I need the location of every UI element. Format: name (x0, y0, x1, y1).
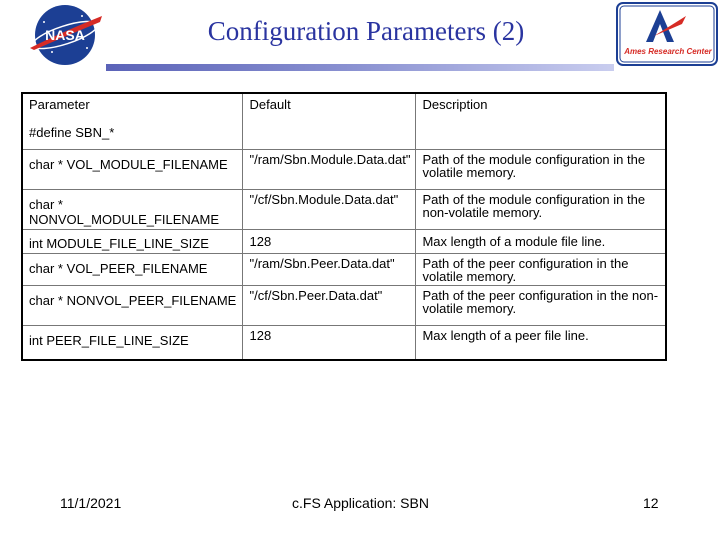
param-cell: int MODULE_FILE_LINE_SIZE (22, 230, 243, 254)
table-row (22, 230, 666, 254)
description-cell: Path of the peer configuration in the volatile memory. (416, 254, 666, 286)
default-cell: "/cf/Sbn.Module.Data.dat" (243, 190, 416, 230)
description-cell: Path of the peer configuration in the non-volatile memory. (416, 286, 666, 326)
page-number: 12 (643, 495, 659, 511)
define-note: #define SBN_* (22, 122, 243, 150)
header-description: Description (416, 93, 666, 150)
table-row (22, 150, 666, 190)
param-cell (22, 150, 243, 190)
param-name: char * VOL_MODULE_FILENAME (29, 157, 228, 172)
title-underline (106, 64, 614, 71)
description-cell: Path of the module configuration in the volatile memory. (416, 150, 666, 190)
param-cell (22, 286, 243, 326)
header-parameter (22, 93, 243, 122)
table-row (22, 190, 666, 230)
param-name: char * NONVOL_MODULE_FILENAME (29, 197, 219, 227)
default-cell: "/cf/Sbn.Peer.Data.dat" (243, 286, 416, 326)
page-title: Configuration Parameters (2) (207, 16, 525, 46)
description-cell: Path of the module configuration in the non-volatile memory. (416, 190, 666, 230)
param-name: char * NONVOL_PEER_FILENAME (29, 293, 237, 308)
description-cell: Max length of a peer file line. (416, 326, 666, 360)
ames-logo-text: Ames Research Center (624, 47, 712, 56)
table-row (22, 326, 666, 360)
default-cell: 128 (243, 326, 416, 360)
default-cell: "/ram/Sbn.Peer.Data.dat" (243, 254, 416, 286)
footer-title: c.FS Application: SBN (292, 495, 429, 511)
param-cell (22, 190, 243, 230)
default-cell: 128 (243, 230, 416, 254)
table-row (22, 286, 666, 326)
description-cell: Max length of a module file line. (416, 230, 666, 254)
header-default: Default (243, 93, 416, 150)
nasa-logo-text: NASA (45, 27, 85, 43)
param-cell: int PEER_FILE_LINE_SIZE (22, 326, 243, 360)
default-cell: "/ram/Sbn.Module.Data.dat" (243, 150, 416, 190)
ames-research-center-logo-icon (616, 2, 718, 66)
table-row (22, 254, 666, 286)
header-parameter-label: Parameter (29, 97, 90, 112)
parameters-table (21, 92, 667, 361)
footer-date: 11/1/2021 (60, 495, 122, 511)
param-cell: char * VOL_PEER_FILENAME (22, 254, 243, 286)
table-header-row (22, 93, 666, 122)
nasa-logo-icon (22, 2, 108, 68)
